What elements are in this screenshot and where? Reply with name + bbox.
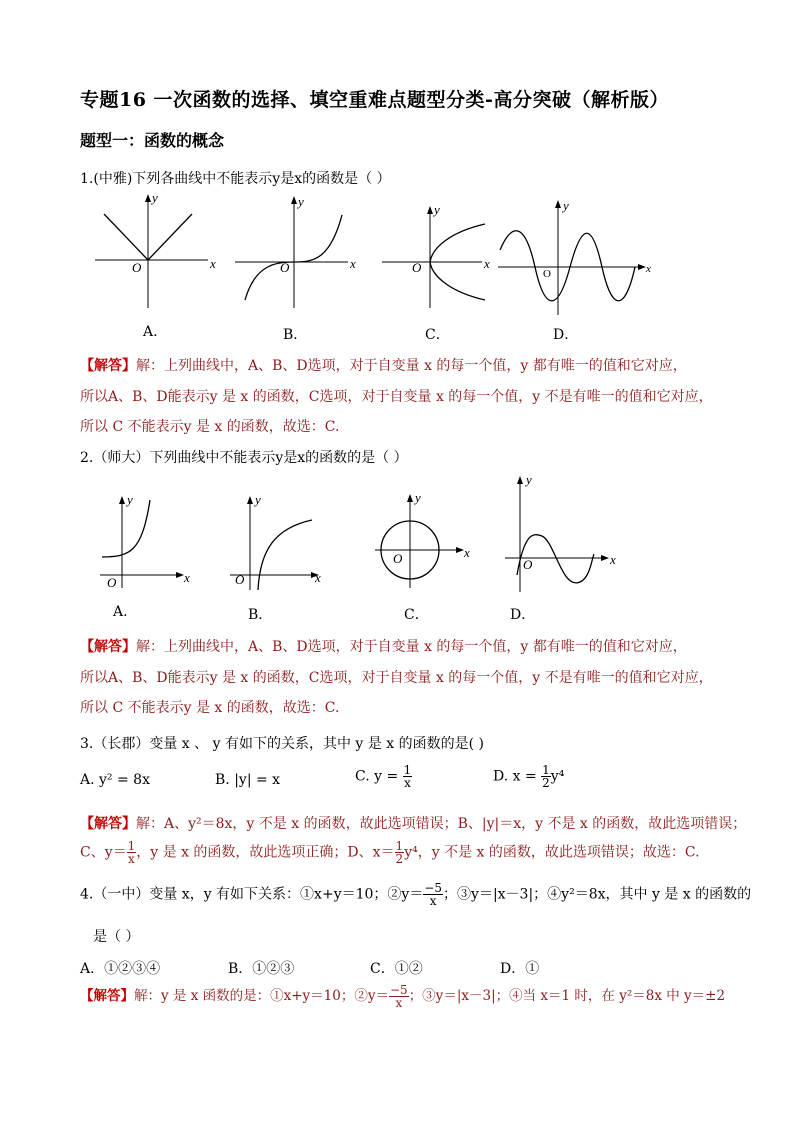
q2b-origin-label: O	[235, 572, 245, 587]
q2a-y-label: y	[127, 492, 133, 507]
q1b-origin-label: O	[280, 260, 290, 275]
q2-option-b: B．	[248, 607, 273, 623]
q1-graph-d	[498, 198, 651, 315]
q2b-y-label: y	[255, 492, 261, 507]
q2-answer-line2: 所以A、B、D能表示y 是 x 的函数，C选项，对于自变量 x 的每一个值，y 不是有唯一的值和它对应，	[80, 670, 713, 686]
q1-graph-c	[382, 202, 490, 308]
q1d-x-label: x	[646, 263, 651, 275]
q1a-origin-label: O	[132, 260, 142, 275]
q2-graphs	[80, 470, 680, 595]
answer-tag: 【解答】	[80, 358, 136, 374]
q2-option-c: C．	[404, 607, 429, 623]
q1-answer-line3: 所以 C 不能表示y 是 x 的函数，故选：C.	[80, 419, 340, 435]
answer-tag: 【解答】	[80, 639, 136, 655]
q4-answer-line1: 【解答】解：y 是 x 函数的是：①x+y＝10；②y＝ $\frac{-5}{x}$ ；③y＝|x－3|；④当 x＝1 时，在 y²＝8x 中 y＝±2	[80, 983, 726, 1010]
q1-graphs	[80, 190, 680, 320]
section-heading: 题型一：函数的概念	[80, 131, 225, 150]
q2-option-d: D．	[510, 607, 536, 623]
q1d-origin-label: O	[543, 268, 551, 280]
q1-answer-line1: 【解答】解：上列曲线中，A、B、D选项，对于自变量 x 的每一个值，y 都有唯一的值和它对应，	[80, 358, 687, 374]
q4-stem-line2: 是（ ）	[93, 929, 140, 945]
q2-graph-b	[230, 492, 321, 590]
q3-answer-line1: 【解答】解：A、y²＝8x，y 不是 x 的函数，故此选项错误；B、|y|＝x，y 不是 x 的函数，故此选项错误；	[80, 816, 747, 832]
q1-option-d: D．	[553, 327, 579, 343]
q1c-y-label: y	[434, 202, 440, 217]
q3-option-d: D. x = $\frac{1}{2}$ y⁴	[493, 763, 565, 790]
q4-option-d: D．①	[500, 961, 540, 977]
q1-graph-a	[95, 190, 216, 308]
q2-graph-c	[375, 490, 470, 588]
q2a-origin-label: O	[107, 575, 117, 590]
q2-graph-a	[100, 492, 190, 590]
q2c-origin-label: O	[393, 551, 403, 566]
q2-answer-line1: 【解答】解：上列曲线中，A、B、D选项，对于自变量 x 的每一个值，y 都有唯一的值和它对应，	[80, 639, 687, 655]
q1-option-b: B．	[283, 327, 308, 343]
q4-option-b: B．①②③	[228, 961, 295, 977]
q4-option-c: C．①②	[370, 961, 423, 977]
q1b-x-label: x	[350, 256, 356, 271]
q2-answer-line3: 所以 C 不能表示y 是 x 的函数，故选：C.	[80, 700, 340, 716]
q2-graph-d	[505, 472, 616, 592]
q2d-origin-label: O	[523, 557, 533, 572]
q3-option-b: B. |y| = x	[215, 772, 281, 788]
q2a-x-label: x	[184, 570, 190, 585]
q3-answer-line2: C、y＝ $\frac{1}{x}$ ，y 是 x 的函数，故此选项正确；D、x＝ $\frac{1}{2}$ y⁴，y 不是 x 的函数，故此选项错误；故选：C.	[80, 839, 700, 866]
q2-stem: 2.（师大）下列曲线中不能表示y是x的函数的是（ ）	[80, 450, 408, 466]
q3-option-c: C. y = $\frac{1}{x}$	[355, 763, 412, 790]
answer-tag: 【解答】	[80, 988, 134, 1004]
q2-option-a: A.	[113, 604, 128, 620]
q3-stem: 3.（长郡）变量 x 、 y 有如下的关系，其中 y 是 x 的函数的是( )	[80, 736, 484, 752]
q1-option-a: A.	[143, 324, 158, 340]
q3-option-a: A. y² = 8x	[80, 772, 150, 788]
q1-stem: 1.(中雅)下列各曲线中不能表示y是x的函数是（ ）	[80, 171, 391, 187]
page-title: 专题16 一次函数的选择、填空重难点题型分类-高分突破（解析版）	[80, 89, 669, 111]
answer-tag: 【解答】	[80, 816, 136, 832]
q2d-x-label: x	[610, 552, 616, 567]
q1d-y-label: y	[563, 198, 569, 213]
q2c-y-label: y	[415, 490, 421, 505]
q1a-x-label: x	[210, 256, 216, 271]
q1-answer-line2: 所以A、B、D能表示y 是 x 的函数，C选项，对于自变量 x 的每一个值，y 不是有唯一的值和它对应，	[80, 389, 713, 405]
q2c-x-label: x	[464, 545, 470, 560]
q1c-origin-label: O	[412, 260, 422, 275]
q4-option-a: A．①②③④	[80, 961, 161, 977]
q2b-x-label: x	[315, 570, 321, 585]
q4-stem-line1: 4.（一中）变量 x，y 有如下关系：①x+y＝10；②y＝ $\frac{-5}{x}$ ；③y＝|x－3|；④y²＝8x，其中 y 是 x 的函数的	[80, 881, 752, 908]
q1b-y-label: y	[298, 194, 304, 209]
q1c-x-label: x	[484, 256, 490, 271]
q1a-y-label: y	[152, 190, 158, 205]
q1-option-c: C．	[425, 327, 450, 343]
q2d-y-label: y	[526, 472, 532, 487]
q1-graph-b	[235, 194, 356, 308]
